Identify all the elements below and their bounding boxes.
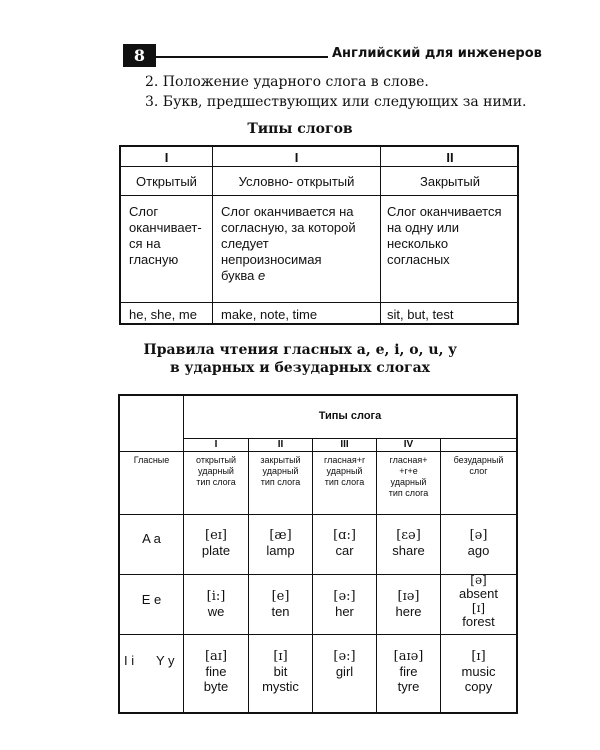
row-divider <box>121 195 517 196</box>
type-name: гласная+r ударный тип слога <box>324 455 365 487</box>
type-description: Слог оканчивается на согласную, за которой следует непроизносимая буква e <box>221 204 356 283</box>
type-numeral: I <box>164 150 169 165</box>
vowel-cell: [ɪə] here <box>395 589 422 619</box>
type-name: Закрытый <box>420 174 480 189</box>
vowel-label: I i <box>124 653 135 668</box>
type-numeral: II <box>277 439 284 450</box>
vowel-cell: [ə] ago <box>467 528 490 558</box>
vowel-label: A a <box>142 531 161 546</box>
vowel-label: E e <box>141 592 162 607</box>
row-divider <box>120 451 516 452</box>
type-numeral: I <box>294 150 299 165</box>
vowel-cell: [ɛə] share <box>392 528 425 558</box>
reading-rules-subtitle: в ударных и безударных слогах <box>169 360 431 376</box>
row-divider <box>121 166 517 167</box>
row-divider <box>120 634 516 635</box>
type-numeral: IV <box>403 439 414 450</box>
vowel-cell: [aɪə] fire tyre <box>393 649 424 694</box>
vowels-header: Гласные <box>133 455 170 465</box>
type-example: he, she, me <box>129 307 197 322</box>
type-description: Слог оканчивается на одну или несколько согласных <box>387 204 502 267</box>
row-divider <box>121 302 517 303</box>
reading-rules-table <box>118 394 518 714</box>
type-numeral: I <box>214 439 218 450</box>
type-name: Условно- открытый <box>238 174 355 189</box>
list-item: 2. Положение ударного слога в слове. <box>145 74 429 90</box>
vowel-cell: [e] ten <box>271 589 290 619</box>
vowel-cell: [ə:] her <box>333 589 356 619</box>
vowel-label: Y y <box>156 653 175 668</box>
type-description: Слог оканчивает- ся на гласную <box>129 204 202 267</box>
syllable-types-header: Типы слога <box>318 410 382 422</box>
page-number: 8 <box>123 44 156 67</box>
type-name: гласная+ +r+e ударный тип слога <box>388 455 429 498</box>
type-numeral: II <box>446 150 454 165</box>
type-example: sit, but, test <box>387 307 454 322</box>
header-rule <box>156 56 328 58</box>
vowel-cell: [i:] we <box>206 589 226 619</box>
syllable-types-title: Типы слогов <box>247 121 353 137</box>
type-name: безударный слог <box>453 455 504 476</box>
reading-rules-title: Правила чтения гласных a, e, i, o, u, y <box>143 342 457 358</box>
vowel-cell: [ə:] girl <box>333 649 356 679</box>
type-name: закрытый ударный тип слога <box>260 455 301 487</box>
syllable-types-table <box>119 145 519 325</box>
type-name: Открытый <box>136 174 197 189</box>
type-numeral: III <box>340 439 349 450</box>
vowel-cell: [aɪ] fine byte <box>203 649 229 694</box>
vowel-cell: [ə] absent [ɪ] forest <box>458 573 499 629</box>
vowel-cell: [ɪ] bit mystic <box>262 649 299 694</box>
vowel-cell: [eɪ] plate <box>201 528 231 558</box>
vowel-cell: [æ] lamp <box>266 528 295 558</box>
running-title: Английский для инженеров <box>332 46 542 61</box>
mute-letter: e <box>257 268 266 283</box>
row-divider <box>120 514 516 515</box>
vowel-cell: [ɪ] music copy <box>461 649 496 694</box>
type-example: make, note, time <box>221 307 318 322</box>
vowel-cell: [ɑ:] car <box>333 528 356 558</box>
list-item: 3. Букв, предшествующих или следующих за ними. <box>145 94 527 110</box>
type-name: открытый ударный тип слога <box>196 455 236 487</box>
